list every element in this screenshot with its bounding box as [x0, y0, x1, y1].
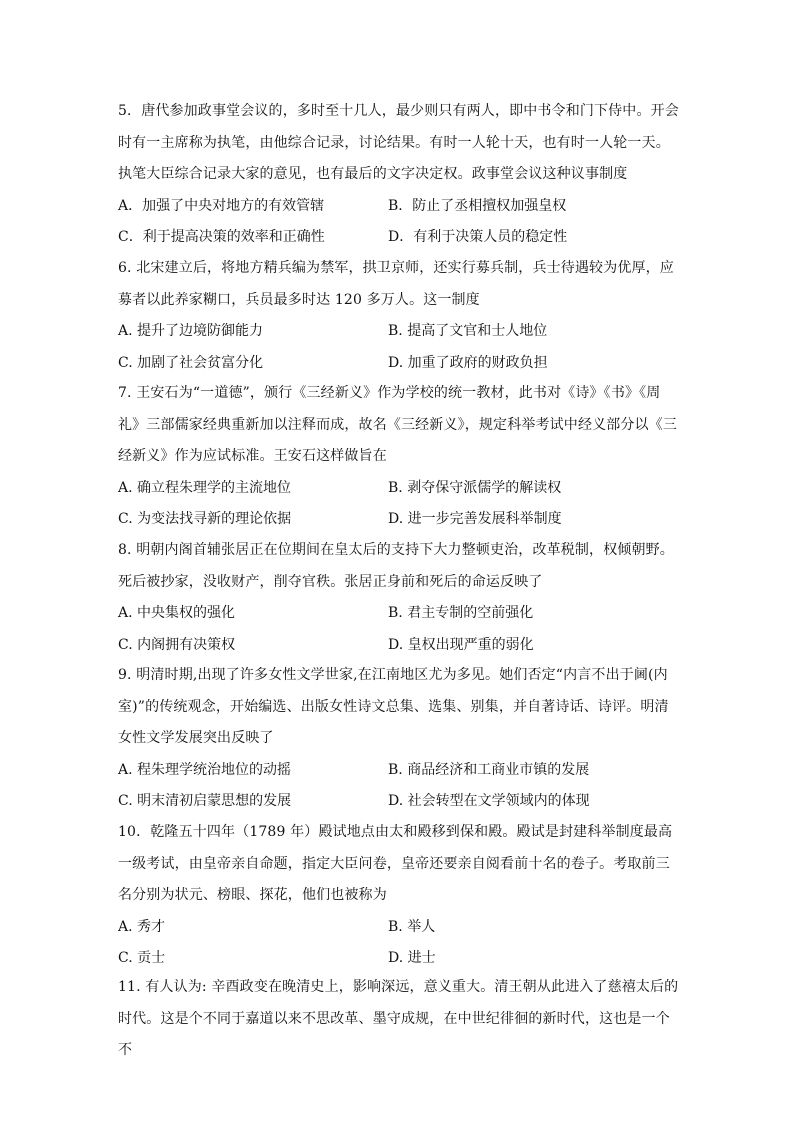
- question-8: [118, 535, 680, 661]
- option-row: [118, 316, 680, 348]
- option-row: [118, 598, 680, 630]
- option-row: [118, 191, 680, 223]
- question-stem: 8. 明朝内阁首辅张居正在位期间在皇太后的支持下大力整顿吏治，改革税制，权倾朝野。死后被抄家，没收财产，削夺官秩。张居正身前和死后的命运反映了: [118, 542, 674, 590]
- option-a: A. 中央集权的强化: [118, 605, 236, 621]
- option-b: B. 提高了文官和士人地位: [388, 323, 548, 339]
- option-c: C. 为变法找寻新的理论依据: [118, 511, 292, 527]
- option-b: B．防止了丞相擅权加强皇权: [388, 197, 567, 214]
- question-6: [118, 253, 680, 379]
- option-c: C. 内阁拥有决策权: [118, 636, 236, 653]
- question-stem: 6. 北宋建立后，将地方精兵编为禁军，拱卫京师，还实行募兵制，兵士待遇较为优厚，应募者以此养家糊口，兵员最多时达 120 多万人。这一制度: [118, 260, 674, 308]
- option-row: [118, 630, 680, 662]
- option-b: B. 剥夺保守派儒学的解读权: [388, 479, 562, 496]
- question-stem: 9. 明清时期,出现了许多女性文学世家,在江南地区尤为多见。她们否定“内言不出于阃(内室)”的传统观念，开始编选、出版女性诗文总集、选集、别集，并自著诗话、诗评。明清女性文学发展突出反映了: [118, 667, 669, 746]
- question-stem: 5．唐代参加政事堂会议的，多时至十几人，最少则只有两人，即中书令和门下侍中。开会时有一主席称为执笔，由他综合记录，讨论结果。有时一人轮十天，也有时一人轮一天。执笔大臣综合记录大家的意见，也有最后的文字决定权。政事堂会议这种议事制度: [118, 103, 679, 182]
- option-d: D. 加重了政府的财政负担: [388, 354, 548, 371]
- option-b: B. 举人: [388, 918, 436, 935]
- question-stem: 11. 有人认为: 辛酉政变在晚清史上，影响深远，意义重大。清王朝从此进入了慈禧太后的时代。这是个不同于嘉道以来不思改革、墨守成规，在中世纪徘徊的新时代，这也是一个不: [118, 979, 679, 1058]
- option-a: A. 秀才: [118, 918, 166, 935]
- question-5: [118, 96, 680, 254]
- option-d: D．有利于决策人员的稳定性: [388, 229, 568, 245]
- option-row: [118, 786, 680, 818]
- option-a: A. 确立程朱理学的主流地位: [118, 479, 292, 496]
- option-row: [118, 473, 680, 505]
- option-d: D. 进士: [388, 950, 436, 966]
- option-d: D. 社会转型在文学领域内的体现: [388, 793, 590, 809]
- option-row: [118, 912, 680, 944]
- option-c: C. 加剧了社会贫富分化: [118, 354, 264, 371]
- option-row: [118, 504, 680, 536]
- question-stem: 10．乾隆五十四年（1789 年）殿试地点由太和殿移到保和殿。殿试是封建科举制度最高一级考试，由皇帝亲自命题，指定大臣问卷，皇帝还要亲自阅看前十名的卷子。考取前三名分别为状元、榜眼、探花，他们也被称为: [118, 824, 673, 903]
- option-a: A. 提升了边境防御能力: [118, 323, 264, 339]
- question-10: [118, 817, 680, 975]
- question-11: [118, 972, 680, 1067]
- option-c: C．利于提高决策的效率和正确性: [118, 229, 325, 245]
- option-b: B. 君主专制的空前强化: [388, 605, 534, 621]
- question-9: [118, 660, 680, 818]
- option-row: [118, 943, 680, 975]
- option-c: C. 明末清初启蒙思想的发展: [118, 793, 292, 809]
- option-row: [118, 348, 680, 380]
- option-a: A．加强了中央对地方的有效管辖: [118, 197, 325, 214]
- option-b: B. 商品经济和工商业市镇的发展: [388, 761, 590, 778]
- question-stem: 7. 王安石为“一道德”，颁行《三经新义》作为学校的统一教材，此书对《诗》《书》《周礼》三部儒家经典重新加以注释而成，故名《三经新义》，规定科举考试中经义部分以《三经新义》作为应试标准。王安石这样做旨在: [118, 385, 677, 464]
- option-row: [118, 755, 680, 787]
- question-7: [118, 378, 680, 536]
- option-d: D. 进一步完善发展科举制度: [388, 511, 562, 527]
- option-row: [118, 222, 680, 254]
- option-d: D. 皇权出现严重的弱化: [388, 636, 534, 653]
- option-c: C. 贡士: [118, 950, 166, 966]
- option-a: A. 程朱理学统治地位的动摇: [118, 761, 292, 778]
